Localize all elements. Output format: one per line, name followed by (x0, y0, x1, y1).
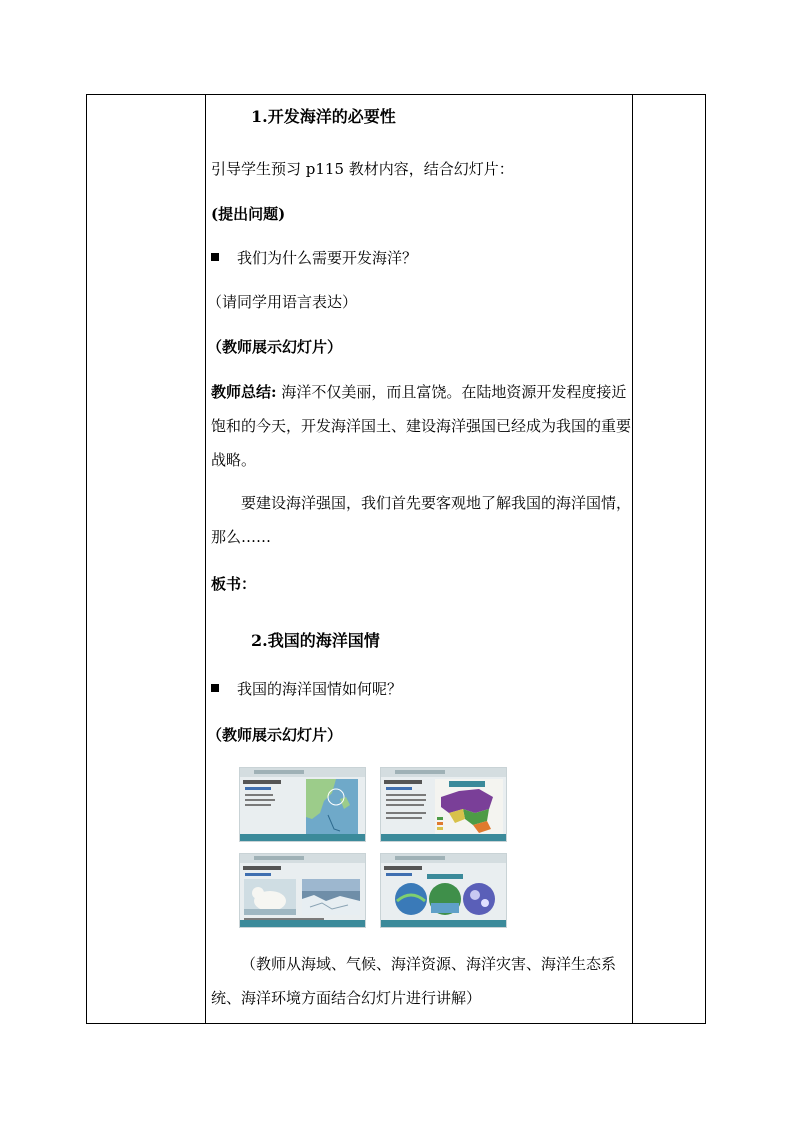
section-heading-1: 1.开发海洋的必要性 (251, 107, 396, 126)
section-heading-2: 2.我国的海洋国情 (251, 631, 380, 650)
summary-label: 教师总结 (211, 383, 272, 401)
lesson-table (86, 94, 706, 1024)
sea-map-image (306, 779, 358, 835)
question-tag: (提出问题) (211, 205, 286, 223)
ecosystem-photos (393, 881, 497, 919)
slide-thumbnails (239, 767, 509, 931)
transition-paragraph: 要建设海洋强国，我们首先要客观地了解我国的海洋国情，那么…… (211, 494, 632, 546)
summary-text: 海洋不仅美丽，而且富饶。在陆地资源开发程度接近饱和的今天，开发海洋国土、建设海洋强国已经成为我国的重要战略。 (211, 383, 632, 469)
question-text: 我国的海洋国情如何呢？ (237, 680, 403, 698)
polar-bear-photo (244, 879, 296, 915)
slide-thumbnail-climate (380, 767, 507, 842)
question-item (211, 248, 417, 268)
summary-paragraph (211, 375, 636, 477)
explanation-paragraph: （教师从海域、气候、海洋资源、海洋灾害、海洋生态系统、海洋环境方面结合幻灯片进行讲解） (211, 955, 617, 1007)
question-text: 我们为什么需要开发海洋？ (237, 249, 418, 267)
column-divider-right (632, 95, 633, 1023)
show-slides-2: （教师展示幻灯片） (207, 726, 343, 744)
climate-map-image (435, 779, 503, 835)
slide-thumbnail-ecosystem (380, 853, 507, 928)
slide-thumbnail-disasters (239, 853, 366, 928)
square-bullet-icon (211, 253, 219, 261)
intro-text: 引导学生预习 p115 教材内容，结合幻灯片： (211, 160, 514, 178)
summary-colon: : (271, 383, 277, 401)
show-slides-1: （教师展示幻灯片） (207, 338, 343, 356)
prompt-text: （请同学用语言表达） (207, 293, 358, 311)
sea-ice-photo (302, 879, 360, 915)
board-label: 板书： (211, 575, 257, 593)
question-item-2 (211, 679, 402, 699)
slide-thumbnail-sea-area (239, 767, 366, 842)
column-divider-left (205, 95, 206, 1023)
square-bullet-icon (211, 684, 219, 692)
